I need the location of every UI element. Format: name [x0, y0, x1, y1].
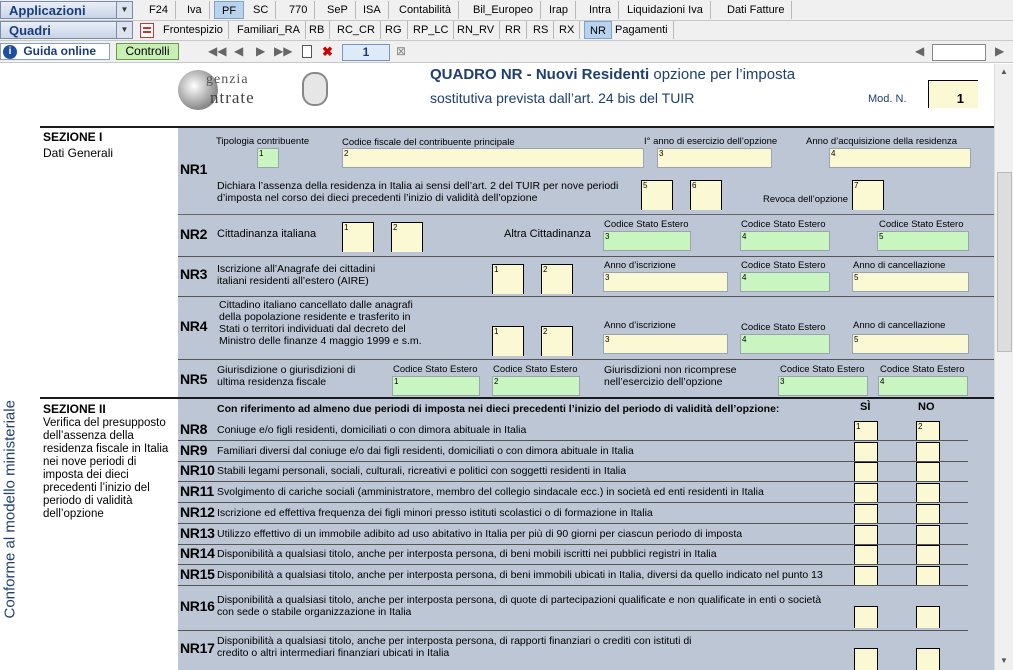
nr17-text: Disponibilità a qualsiasi titolo, anche per interposta persona, di rapporti finanziari o crediti con istituti di credito o altri intermediari finanziari ubicati in Italia [217, 635, 692, 659]
pdf-icon[interactable] [140, 23, 154, 38]
nr5-label: Giurisdizione o giurisdizioni di ultima residenza fiscale [217, 364, 356, 388]
conforme-vertical-label: Conforme al modello ministeriale [1, 400, 19, 619]
nr5-stato-estero-field-4[interactable]: 4 [878, 376, 968, 396]
nr4-checkbox-1[interactable]: 1 [492, 326, 524, 356]
top-toolbar [0, 0, 1013, 21]
chevron-down-icon[interactable]: ▼ [116, 2, 132, 18]
nr2-cittadinanza-label: Cittadinanza italiana [217, 228, 317, 240]
nr2-cittadinanza-checkbox-2[interactable]: 2 [391, 222, 423, 252]
sezione2-title: SEZIONE II [43, 402, 106, 416]
tab-isa[interactable]: ISA [356, 1, 389, 19]
mod-number-field[interactable]: 1 [928, 80, 978, 108]
tab-770[interactable]: 770 [282, 1, 315, 19]
nr10-si-checkbox[interactable] [854, 462, 878, 481]
nr1-dichiara-label: Dichiara l’assenza della residenza in Italia ai sensi dell’art. 2 del TUIR per nove periodi d’imposta nel corso dei dieci precedenti l’inizio di validità dell’opzione [217, 180, 619, 204]
nr2-stato-estero-field-5[interactable]: 5 [877, 231, 969, 251]
right-arrow-icon[interactable]: ▶ [995, 44, 1005, 58]
nr10-code: NR10 [180, 462, 215, 479]
nr13-si-checkbox[interactable] [854, 525, 878, 544]
nr17-code: NR17 [180, 640, 215, 656]
row-divider [178, 544, 968, 545]
nr5-code: NR5 [180, 371, 208, 387]
nr3-cse-label: Codice Stato Estero [741, 260, 826, 271]
row-divider [178, 296, 994, 297]
nr2-cittadinanza-checkbox-1[interactable]: 1 [342, 222, 374, 252]
nr17-si-checkbox[interactable] [854, 648, 878, 670]
nr4-label: Cittadino italiano cancellato dalle anagrafi della popolazione residente e trasferito in Stati o territori individuati dal decreto del Ministro delle finanze 4 maggio 1999 e s.m. [219, 299, 422, 347]
sezione1-title: SEZIONE I [43, 130, 103, 144]
nr1-tipologia-label: Tipologia contribuente [216, 136, 310, 147]
nr14-code: NR14 [180, 545, 215, 562]
nr5-cse-label-2: Codice Stato Estero [493, 364, 578, 375]
nr17-no-checkbox[interactable] [916, 648, 940, 670]
left-arrow-icon[interactable]: ◀ [915, 44, 925, 58]
quadro-tab-frontespizio[interactable]: Frontespizio [158, 21, 229, 39]
row-divider [178, 481, 968, 482]
nr14-text: Disponibilità a qualsiasi titolo, anche per interposta persona, di beni mobili iscritti nei pubblici registri in Italia [217, 548, 717, 561]
top-divider [40, 126, 994, 128]
action-toolbar [0, 41, 1013, 63]
si-column-header: SÌ [860, 401, 871, 413]
nr13-text: Utilizzo effettivo di un immobile adibito ad uso abitativo in Italia per più di 90 giorni per ciascun periodo di imposta [217, 527, 743, 540]
nr12-si-checkbox[interactable] [854, 504, 878, 523]
quadri-toolbar [0, 21, 1013, 41]
nr16-si-checkbox[interactable] [854, 606, 878, 628]
nr4-anno-cancellazione-field[interactable]: 5 [852, 334, 969, 354]
nr10-text: Stabili legami personali, sociali, culturali, ricreativi e politici con soggetti residenti in Italia [217, 465, 627, 478]
nr1-anno-acquisizione-label: Anno d’acquisizione della residenza [806, 136, 958, 147]
nr15-text: Disponibilità a qualsiasi titolo, anche per interposta persona, di beni immobili ubicati in Italia, diversi da quello indicato nel punto 13 [217, 568, 823, 581]
nr2-stato-estero-field-3[interactable]: 3 [603, 231, 691, 251]
quadro-tab-rb[interactable]: RB [304, 21, 330, 39]
nr8-si-checkbox[interactable]: 1 [854, 421, 878, 440]
quadro-tab-familiari-ra[interactable]: Familiari_RA [232, 21, 306, 39]
new-page-icon[interactable] [302, 45, 312, 58]
nr1-dichiara-checkbox-6[interactable]: 6 [690, 180, 722, 210]
nr16-text: Disponibilità a qualsiasi titolo, anche per interposta persona, di quote di partecipazioni qualificate e non qualificate in enti o società con sede o stabile organizzazione in Italia [217, 594, 822, 618]
nr10-no-checkbox[interactable] [916, 462, 940, 481]
nr14-si-checkbox[interactable] [854, 545, 878, 564]
guida-online-button[interactable]: i Guida online [0, 43, 110, 60]
nr9-si-checkbox[interactable] [854, 442, 878, 461]
chevron-down-icon[interactable]: ▼ [116, 22, 132, 38]
info-icon: i [3, 45, 17, 59]
nr3-code: NR3 [180, 266, 208, 282]
quadro-tab-pagamenti[interactable]: Pagamenti [610, 21, 674, 39]
nr8-code: NR8 [180, 421, 208, 437]
nr5-stato-estero-field-1[interactable]: 1 [392, 376, 480, 396]
nr13-code: NR13 [180, 524, 215, 541]
quadro-tab-rx[interactable]: RX [554, 21, 580, 39]
nr1-revoca-label: Revoca dell’opzione [763, 194, 849, 205]
nr11-text: Svolgimento di cariche sociali (amministratore, membro del collegio sindacale ecc.) in società ed enti residenti in Italia [217, 486, 764, 499]
nr4-stato-estero-field[interactable]: 4 [740, 334, 830, 354]
nr4-anno-iscrizione-label: Anno d’iscrizione [604, 320, 676, 331]
first-page-icon[interactable]: ◀◀ [208, 44, 227, 58]
nr15-no-checkbox[interactable] [916, 566, 940, 585]
quadro-tab-rn-rv[interactable]: RN_RV [452, 21, 500, 39]
logo-text-line1: genzia [206, 72, 249, 87]
logo-text-line2: ntrate [210, 88, 255, 107]
nr4-anno-cancellazione-label: Anno di cancellazione [853, 320, 946, 331]
nr3-anno-cancellazione-field[interactable]: 5 [852, 272, 969, 292]
page-title: QUADRO NR - Nuovi Residenti opzione per l’imposta [430, 66, 796, 83]
emblem-icon [302, 72, 328, 106]
sezione1-subtitle: Dati Generali [43, 146, 114, 160]
nr5-stato-estero-field-3[interactable]: 3 [778, 376, 868, 396]
quadro-tab-rr[interactable]: RR [500, 21, 527, 39]
nr12-no-checkbox[interactable] [916, 504, 940, 523]
sezione2-subtitle: Verifica del presupposto dell’assenza della residenza fiscale in Italia nei nove periodi di imposta dei dieci precedenti l’inizio del periodo di validità dell’opzione [43, 417, 169, 520]
tab-intra[interactable]: Intra [582, 1, 619, 19]
nr8-text: Coniuge e/o figli residenti, domiciliati o con dimora abituale in Italia [217, 424, 527, 436]
nr1-codice-fiscale-label: Codice fiscale del contribuente principale [342, 137, 515, 148]
nr3-anno-iscrizione-label: Anno d’iscrizione [604, 260, 676, 271]
tab-contabilit-[interactable]: Contabilità [392, 1, 459, 19]
nr2-code: NR2 [180, 226, 208, 242]
row-divider [178, 523, 968, 524]
nr5-stato-estero-field-2[interactable]: 2 [492, 376, 580, 396]
nr4-anno-iscrizione-field[interactable]: 3 [603, 334, 728, 354]
nr14-no-checkbox[interactable] [916, 545, 940, 564]
row-divider [178, 214, 994, 215]
vertical-scrollbar[interactable] [994, 64, 1013, 670]
row-divider [178, 359, 994, 360]
nr1-code: NR1 [180, 161, 208, 177]
nr2-cse-label-1: Codice Stato Estero [604, 219, 689, 230]
quadro-tab-rp-lc[interactable]: RP_LC [408, 21, 454, 39]
nr2-stato-estero-field-4[interactable]: 4 [740, 231, 830, 251]
controlli-button[interactable]: Controlli [116, 43, 179, 60]
tab-irap[interactable]: Irap [542, 1, 576, 19]
last-page-icon[interactable]: ▶▶ [274, 44, 293, 58]
prev-page-icon[interactable]: ◀ [234, 44, 244, 58]
page-number-field[interactable]: 1 [342, 44, 390, 61]
nr1-tipologia-field[interactable]: 1 [257, 148, 279, 168]
quadro-tab-rs[interactable]: RS [528, 21, 554, 39]
tab-iva[interactable]: Iva [180, 1, 210, 19]
page-subtitle: sostitutiva prevista dall’art. 24 bis del TUIR [430, 90, 695, 106]
nr15-code: NR15 [180, 565, 215, 582]
quadri-dropdown[interactable]: Quadri ▼ [0, 21, 133, 39]
row-divider [178, 585, 968, 586]
nr1-primo-anno-field[interactable]: 3 [657, 148, 772, 168]
nr3-anno-iscrizione-field[interactable]: 3 [603, 272, 728, 292]
row-divider [178, 440, 968, 441]
export-icon[interactable]: ⊠ [396, 44, 407, 58]
tab-sep[interactable]: SeP [320, 1, 356, 19]
nr3-checkbox-1[interactable]: 1 [492, 264, 524, 294]
nr9-code: NR9 [180, 441, 208, 458]
row-divider [178, 564, 968, 565]
nr11-code: NR11 [180, 483, 214, 500]
sezione2-intro: Con riferimento ad almeno due periodi di imposta nei dieci precedenti l’inizio del periodo di validità dell’opzione: [217, 403, 780, 415]
nr4-code: NR4 [180, 318, 208, 334]
nr11-si-checkbox[interactable] [854, 483, 878, 502]
tab-bil-europeo[interactable]: Bil_Europeo [466, 1, 541, 19]
nr2-cse-label-3: Codice Stato Estero [879, 219, 964, 230]
nr4-checkbox-2[interactable]: 2 [541, 326, 573, 356]
mod-label: Mod. N. [868, 93, 907, 105]
row-divider [178, 630, 968, 631]
nr8-no-checkbox[interactable]: 2 [916, 421, 940, 440]
nr4-cse-label: Codice Stato Estero [741, 322, 826, 333]
nr5-cse-label-3: Codice Stato Estero [780, 364, 865, 375]
nr11-no-checkbox[interactable] [916, 483, 940, 502]
nr9-no-checkbox[interactable] [916, 442, 940, 461]
nr1-dichiara-checkbox-5[interactable]: 5 [641, 180, 673, 210]
row-divider [178, 461, 968, 462]
nr3-anno-cancellazione-label: Anno di cancellazione [853, 260, 946, 271]
nr2-altra-cittadinanza-label: Altra Cittadinanza [504, 228, 591, 240]
nr12-text: Iscrizione ed effettiva frequenza dei figli minori presso istituti scolastici o di formazione in Italia [217, 506, 653, 519]
nr3-checkbox-2[interactable]: 2 [541, 264, 573, 294]
nr15-si-checkbox[interactable] [854, 566, 878, 585]
nr5-cse-label-4: Codice Stato Estero [880, 364, 965, 375]
quadro-tab-nr[interactable]: NR [584, 21, 612, 39]
nr5-cse-label-1: Codice Stato Estero [393, 364, 478, 375]
search-page-input[interactable] [932, 44, 986, 61]
nr16-code: NR16 [180, 598, 215, 614]
next-page-icon[interactable]: ▶ [256, 44, 266, 58]
scroll-down-icon[interactable]: ▼ [1000, 656, 1008, 665]
applicazioni-dropdown[interactable]: Applicazioni ▼ [0, 1, 133, 19]
section-divider [40, 397, 994, 399]
row-divider [178, 256, 994, 257]
nr16-no-checkbox[interactable] [916, 606, 940, 628]
nr3-stato-estero-field[interactable]: 4 [740, 272, 830, 292]
nr9-text: Familiari diversi dal coniuge e/o dai figli residenti, domiciliati o con dimora abituale in Italia [217, 444, 634, 457]
tab-f24[interactable]: F24 [142, 1, 176, 19]
quadro-tab-rc-cr[interactable]: RC_CR [332, 21, 381, 39]
scrollbar-thumb[interactable] [997, 172, 1012, 352]
nr1-revoca-checkbox[interactable]: 7 [852, 180, 884, 210]
no-column-header: NO [918, 401, 935, 413]
nr2-cse-label-2: Codice Stato Estero [741, 219, 826, 230]
quadro-tab-rg[interactable]: RG [380, 21, 408, 39]
tab-sc[interactable]: SC [246, 1, 276, 19]
nr1-codice-fiscale-field[interactable]: 2 [342, 148, 644, 168]
nr1-primo-anno-label: I° anno di esercizio dell’opzione [644, 136, 778, 147]
row-divider [178, 502, 968, 503]
nr3-aire-label: Iscrizione all’Anagrafe dei cittadini italiani residenti all’estero (AIRE) [217, 263, 376, 287]
tab-pf[interactable]: PF [214, 1, 244, 19]
tab-liquidazioni-iva[interactable]: Liquidazioni Iva [620, 1, 711, 19]
nr5-non-ricomprese-label: Giurisdizioni non ricomprese nell’esercizio dell’opzione [604, 364, 737, 388]
nr1-anno-acquisizione-field[interactable]: 4 [829, 148, 971, 168]
delete-page-icon[interactable]: ✖ [322, 44, 333, 59]
tab-dati-fatture[interactable]: Dati Fatture [720, 1, 792, 19]
scroll-up-icon[interactable]: ▲ [1000, 67, 1008, 76]
nr12-code: NR12 [180, 503, 215, 520]
nr13-no-checkbox[interactable] [916, 525, 940, 544]
